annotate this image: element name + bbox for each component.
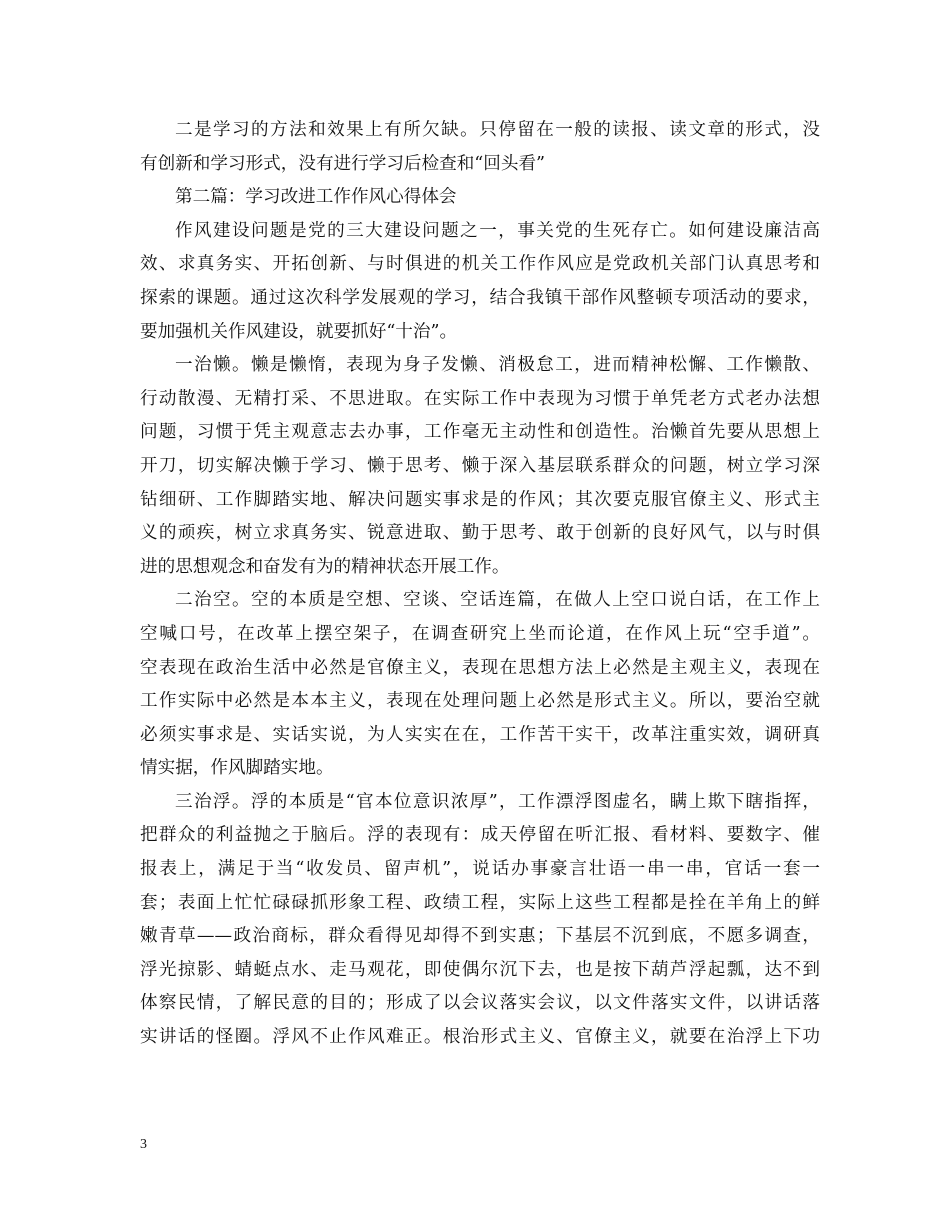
paragraph-intro bbox=[140, 215, 820, 349]
text-line: 行动散漫、无精打采、不思进取。在实际工作中表现为习惯于单凭老方式老办法想 bbox=[140, 388, 820, 409]
text-line: 要加强机关作风建设，就要抓好“十治”。 bbox=[140, 321, 458, 342]
text-line: 一治懒。懒是懒惰，表现为身子发懒、消极怠工，进而精神松懈、工作懒散、 bbox=[175, 355, 820, 376]
text-line: 套；表面上忙忙碌碌抓形象工程、政绩工程，实际上这些工程都是拴在羊角上的鲜 bbox=[140, 892, 820, 913]
text-line: 空表现在政治生活中必然是官僚主义，表现在思想方法上必然是主观主义，表现在 bbox=[140, 657, 820, 678]
paragraph-empty bbox=[140, 584, 820, 786]
text-line: 空喊口号，在改革上摆空架子，在调查研究上坐而论道，在作风上玩“空手道”。 bbox=[140, 623, 820, 644]
text-line: 钻细研、工作脚踏实地、解决问题实事求是的作风；其次要克服官僚主义、形式主 bbox=[140, 489, 820, 510]
text-line: 开刀，切实解决懒于学习、懒于思考、懒于深入基层联系群众的问题，树立学习深 bbox=[140, 455, 820, 476]
text-line: 效、求真务实、开拓创新、与时俱进的机关工作作风应是党政机关部门认真思考和 bbox=[140, 254, 820, 275]
text-line: 把群众的利益抛之于脑后。浮的表现有：成天停留在听汇报、看材料、要数字、催 bbox=[140, 825, 820, 846]
text-line: 二治空。空的本质是空想、空谈、空话连篇，在做人上空口说白话，在工作上 bbox=[175, 590, 820, 611]
text-line: 有创新和学习形式，没有进行学习后检查和“回头看” bbox=[140, 153, 546, 174]
text-line: 情实据，作风脚踏实地。 bbox=[140, 758, 334, 779]
paragraph-superficial bbox=[140, 786, 820, 1055]
paragraph-lazy bbox=[140, 349, 820, 584]
text-line: 浮光掠影、蜻蜓点水、走马观花，即使偶尔沉下去，也是按下葫芦浮起瓢，达不到 bbox=[140, 959, 820, 980]
text-line: 第二篇：学习改进工作作风心得体会 bbox=[175, 187, 457, 208]
text-line: 进的思想观念和奋发有为的精神状态开展工作。 bbox=[140, 556, 510, 577]
text-line: 体察民情，了解民意的目的；形成了以会议落实会议，以文件落实文件，以讲话落 bbox=[140, 993, 820, 1014]
text-line: 嫩青草——政治商标，群众看得见却得不到实惠；下基层不沉到底，不愿多调查， bbox=[140, 926, 820, 947]
text-line: 探索的课题。通过这次科学发展观的学习，结合我镇干部作风整顿专项活动的要求， bbox=[140, 287, 820, 308]
text-line: 工作实际中必然是本本主义，表现在处理问题上必然是形式主义。所以，要治空就 bbox=[140, 691, 820, 712]
text-line: 实讲话的怪圈。浮风不止作风难正。根治形式主义、官僚主义，就要在治浮上下功 bbox=[140, 1027, 820, 1048]
section-heading-second-article bbox=[140, 181, 820, 215]
text-line: 必须实事求是、实话实说，为人实实在在，工作苦干实干，改革注重实效，调研真 bbox=[140, 724, 820, 745]
text-line: 作风建设问题是党的三大建设问题之一，事关党的生死存亡。如何建设廉洁高 bbox=[175, 220, 820, 241]
page-number: 3 bbox=[140, 1137, 147, 1152]
document-body bbox=[140, 114, 820, 1055]
text-line: 二是学习的方法和效果上有所欠缺。只停留在一般的读报、读文章的形式，没 bbox=[175, 120, 820, 140]
paragraph-learning-methods bbox=[140, 114, 820, 181]
text-line: 三治浮。浮的本质是“官本位意识浓厚”，工作漂浮图虚名，瞒上欺下瞎指挥， bbox=[175, 791, 820, 812]
text-line: 义的顽疾，树立求真务实、锐意进取、勤于思考、敢于创新的良好风气，以与时俱 bbox=[140, 523, 820, 544]
text-line: 报表上，满足于当“收发员、留声机”，说话办事豪言壮语一串一串，官话一套一 bbox=[140, 859, 820, 880]
text-line: 问题，习惯于凭主观意志去办事，工作毫无主动性和创造性。治懒首先要从思想上 bbox=[140, 422, 820, 443]
